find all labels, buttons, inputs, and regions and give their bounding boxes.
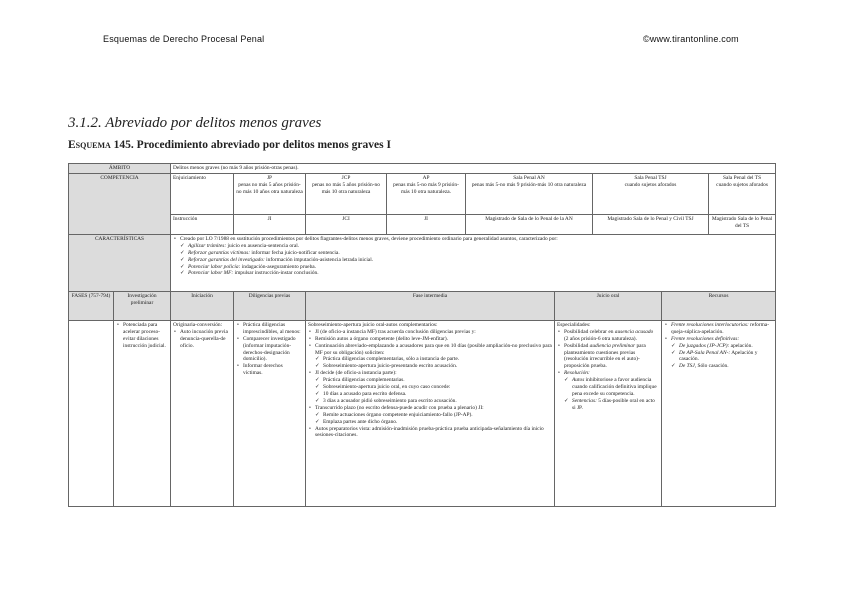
competencia-sala-an: Sala Penal AN penas más 5-no más 9 prisión-más 10 otra naturaleza	[466, 173, 593, 214]
competencia-label: COMPETENCIA	[69, 173, 171, 234]
investigacion-item: • Potenciada para acelerar proceso-evitar dilaciones instrucción judicial.	[123, 322, 168, 350]
juicio-item: • Resolución: ✓ Autos inhibitoriose a favor audiencia cuando calificación definitiva implique pena excede su competencia. ✓ Sentencias: 5 días-posible oral en acto si JP.	[564, 370, 659, 411]
head-juicio: Juicio oral	[555, 291, 662, 320]
running-header-website: ©www.tirantonline.com	[643, 34, 739, 44]
intermedia-item: • Transcurrido plazo (no escrito defensa-puede acudir con prueba a plenario) JI: ✓ Remite actuaciones órgano competente enjuiciamiento-fallo (JP-AP). ✓ Emplaza partes ante dicho órgano.	[315, 405, 552, 426]
diligencias-item: • Informar derechos víctimas.	[243, 363, 303, 377]
iniciacion-item: • Auto incoación previa denuncia-querella-de oficio.	[180, 329, 231, 350]
head-recursos: Recursos	[662, 291, 776, 320]
caracteristica-item: ✓ Potenciar labor MF: impulsar instrucción-instar conclusión.	[188, 270, 773, 277]
caracteristicas-content	[171, 234, 776, 291]
cell-intermedia: Sobreseimiento-apertura juicio oral-autos complementarios: • JI (de oficio-a instancia MF) tras acuerda conclusión diligencias previas y: • Remisión autos a órgano competente (delito leve-JM-enfitar). • Continuación abreviado-emplazando a acusadores para que en 10 días (posible ampliación-no preclusivo para MF por su obligación) soliciten: ✓ Práctica diligencias complementarias, sólo a instancia de parte. ✓ Sobreseimiento-apertura juicio-presentando escrito acusación. • JI decide (de oficio-a instancia parte): ✓ Práctica diligencias complementarias. ✓ Sobreseimiento-apertura juicio oral, en cuyo caso concede: ✓ 10 días a acusado para escrito defensa. ✓ 3 días a acusador pidió sobreseimiento para escrito acusación. • Transcurrido plazo (no escrito defensa-puede acudir con prueba a plenario) JI: ✓ Remite actuaciones órgano competente enjuiciamiento-fallo (JP-AP). ✓ Emplaza partes ante dicho órgano. • Autos preparatorios vista: admisión-inadmisión prueba-práctica prueba anticipada-señalamiento día inicio sesiones-citaciones.	[306, 320, 555, 506]
cell-diligencias	[234, 320, 306, 506]
fases-header-row	[69, 291, 776, 320]
caracteristica-item: ✓ Potenciar labor policía: indagación-aseguramiento prueba.	[188, 264, 773, 271]
competencia-sala-ts: Sala Penal del TS cuando sujetos aforados	[709, 173, 776, 214]
head-investigacion: Investigación preliminar	[114, 291, 171, 320]
intermedia-item: • Continuación abreviado-emplazando a acusadores para que en 10 días (posible ampliación-no preclusivo para MF por su obligación) soliciten: ✓ Práctica diligencias complementarias, sólo a instancia de parte. ✓ Sobreseimiento-apertura juicio-presentando escrito acusación.	[315, 343, 552, 371]
competencia-ap: AP penas más 5-no más 9 prisión-más 10 otra naturaleza.	[387, 173, 466, 214]
competencia-jcp: JCP penas no más 5 años prisión-no más 10 otra naturaleza	[306, 173, 387, 214]
competencia-instr-row	[69, 214, 776, 234]
ambito-text: Delitos menos graves (no más 9 años prisión-otras penas).	[171, 164, 776, 174]
caracteristica-item: ✓ Reforzar garantías víctimas: informar fecha juicio-notificar sentencia.	[188, 250, 773, 257]
scheme-table	[68, 163, 776, 507]
head-iniciacion: Iniciación	[171, 291, 234, 320]
scheme-title-text: Procedimiento abreviado por delitos menos graves I	[136, 139, 391, 151]
running-header-title: Esquemas de Derecho Procesal Penal	[103, 34, 265, 44]
diligencias-item: • Práctica diligencias imprescindibles, al menos:	[243, 322, 303, 336]
fases-content-row	[69, 320, 776, 506]
ambito-row	[69, 164, 776, 174]
scheme-prefix: Esquema	[68, 139, 111, 151]
instruccion-jp: JI	[234, 214, 306, 234]
juicio-item: • Posibilidad audiencia preliminar para planteamiento cuestiones previas (resolución irrecurrible en el auto)-proposición prueba.	[564, 343, 659, 371]
recursos-item: • Frente resoluciones interlocutorias: reforma-queja-súplica-apelación.	[671, 322, 773, 336]
head-diligencias: Diligencias previas	[234, 291, 306, 320]
intermedia-item: • Remisión autos a órgano competente (delito leve-JM-enfitar).	[315, 336, 552, 343]
cell-iniciacion: Originaria-conversión: • Auto incoación previa denuncia-querella-de oficio.	[171, 320, 234, 506]
caracteristicas-label: CARACTERÍSTICAS	[69, 234, 171, 291]
enjuiciamiento-label: Enjuiciamiento	[171, 173, 234, 214]
head-intermedia: Fase intermedia	[306, 291, 555, 320]
ambito-label: ÁMBITO	[69, 164, 171, 174]
fases-spacer	[69, 320, 114, 506]
instruccion-ap: JI	[387, 214, 466, 234]
instruccion-label: Instrucción	[171, 214, 234, 234]
intermedia-item: • Autos preparatorios vista: admisión-inadmisión prueba-práctica prueba anticipada-señalamiento día inicio sesiones-citaciones.	[315, 426, 552, 440]
caracteristicas-intro: • Creado por LO 7/1988 en sustitución procedimientos por delitos flagrantes-delitos menos graves, deviene procedimiento ordinario para generalidad asuntos, caracterizado por: ✓ Agilizar trámites: juicio en ausencia-sentencia oral. ✓ Reforzar garantías víctimas: informar fecha juicio-notificar sentencia. ✓ Reforzar garantías del investigado: información imputación-asistencia letrada inicial. ✓ Potenciar labor policía: indagación-aseguramiento prueba. ✓ Potenciar labor MF: impulsar instrucción-instar conclusión.	[180, 236, 773, 277]
cell-juicio: Especialidades: • Posibilidad celebrar en ausencia acusado (2 años prisión-6 otra naturaleza). • Posibilidad audiencia preliminar para planteamiento cuestiones previas (resolución irrecurrible en el auto)-proposición prueba. • Resolución: ✓ Autos inhibitoriose a favor audiencia cuando calificación definitiva implique pena excede su competencia. ✓ Sentencias: 5 días-posible oral en acto si JP.	[555, 320, 662, 506]
cell-investigacion	[114, 320, 171, 506]
instruccion-sala-tsj: Magistrado Sala de lo Penal y Civil TSJ	[593, 214, 709, 234]
recursos-item: • Frente resoluciones definitivas: ✓ De juzgados (JP-JCP): apelación. ✓ De AP-Sala Penal AN-: Apelación y casación. ✓ De TSJ, Sólo casación.	[671, 336, 773, 371]
scheme-title	[68, 139, 391, 151]
caracteristica-item: ✓ Reforzar garantías del investigado: información imputación-asistencia letrada inicial.	[188, 257, 773, 264]
scheme-number: 145.	[113, 139, 134, 151]
instruccion-jcp: JCI	[306, 214, 387, 234]
intermedia-item: • JI (de oficio-a instancia MF) tras acuerda conclusión diligencias previas y:	[315, 329, 552, 336]
cell-recursos	[662, 320, 776, 506]
instruccion-sala-an: Magistrado de Sala de lo Penal de la AN	[466, 214, 593, 234]
caracteristicas-row	[69, 234, 776, 291]
competencia-jp: JP penas no más 5 años prisión-no más 10 años otra naturaleza	[234, 173, 306, 214]
competencia-sala-tsj: Sala Penal TSJ cuando sujetos aforados	[593, 173, 709, 214]
competencia-enj-row	[69, 173, 776, 214]
caracteristica-item: ✓ Agilizar trámites: juicio en ausencia-sentencia oral.	[188, 243, 773, 250]
instruccion-sala-ts: Magistrado Sala de lo Penal del TS	[709, 214, 776, 234]
diligencias-item: • Comparecer investigado (informar imputación-derechos-designación domicilio).	[243, 336, 303, 364]
section-title: 3.1.2. Abreviado por delitos menos graves	[68, 115, 322, 131]
intermedia-item: • JI decide (de oficio-a instancia parte): ✓ Práctica diligencias complementarias. ✓ Sobreseimiento-apertura juicio oral, en cuyo caso concede: ✓ 10 días a acusado para escrito defensa. ✓ 3 días a acusador pidió sobreseimiento para escrito acusación.	[315, 370, 552, 405]
juicio-item: • Posibilidad celebrar en ausencia acusado (2 años prisión-6 otra naturaleza).	[564, 329, 659, 343]
fases-label: FASES (757-794)	[69, 291, 114, 320]
